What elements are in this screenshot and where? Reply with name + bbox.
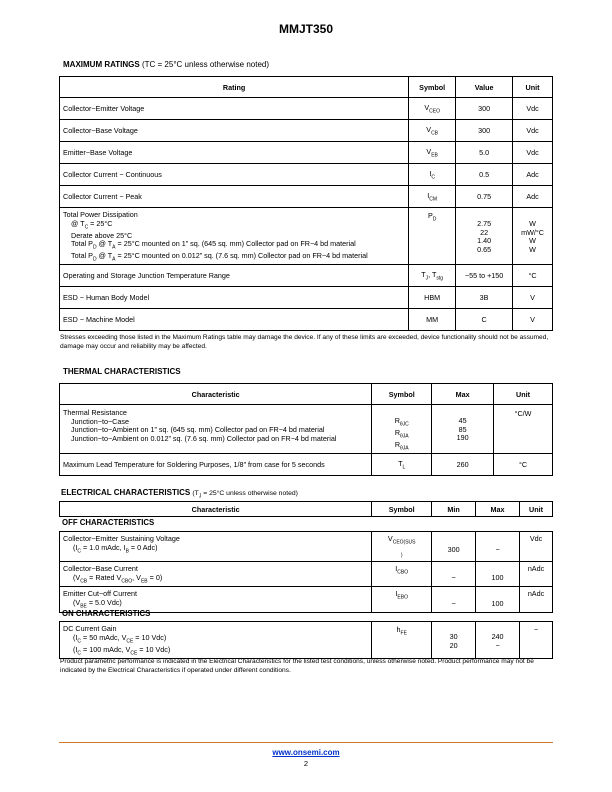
unit-cell: Vdc — [513, 120, 553, 142]
thermal-value: 85 — [458, 424, 467, 434]
header-symbol: Symbol — [372, 384, 432, 405]
symbol-cell: $I_C$ — [409, 164, 456, 186]
min-cell: 300 — [432, 532, 476, 562]
symbol-cell: $V_{CEO}$ — [409, 98, 456, 120]
param-condition: ($V_{CB}$ = Rated $V_{CBO}$, $V_{EB} = 0$) — [73, 572, 163, 585]
header-min: Min — [432, 502, 476, 517]
max-cell: 100 — [476, 561, 520, 586]
unit-cell: Vdc — [513, 98, 553, 120]
param-name: Emitter Cut−off Current — [63, 589, 137, 599]
value-cell: 300 — [456, 98, 513, 120]
table-row — [60, 405, 553, 454]
symbol-cell: $I_{CM}$ — [409, 186, 456, 208]
header-unit: Unit — [520, 502, 553, 517]
table-row — [60, 142, 553, 164]
table-row — [60, 120, 553, 142]
power-title: Total Power Dissipation — [63, 210, 138, 219]
table-row — [60, 265, 553, 287]
symbol-cell: $T_J$, $T_{stg}$ — [409, 265, 456, 287]
power-value: 2.75 — [477, 219, 492, 228]
symbol-cell — [372, 405, 432, 454]
symbol-cell: $V_{CB}$ — [409, 120, 456, 142]
power-line: Derate above 25°C — [71, 230, 133, 240]
header-symbol: Symbol — [409, 77, 456, 98]
off-characteristics-table — [59, 531, 553, 613]
value-cell: −55 to +150 — [456, 265, 513, 287]
max-cell: 260 — [432, 454, 494, 476]
rating-cell: Collector−Emitter Voltage — [60, 98, 409, 120]
characteristic-cell: Maximum Lead Temperature for Soldering Purposes, 1/8″ from case for 5 seconds — [60, 454, 372, 476]
param-name: Collector−Emitter Sustaining Voltage — [63, 534, 180, 543]
power-unit: W — [529, 244, 536, 254]
page-title: MMJT350 — [278, 22, 334, 36]
param-condition: ($I_C = 50$ mAdc, $V_{CE} = 10$ Vdc) — [73, 632, 167, 645]
page-number: 2 — [303, 759, 309, 768]
unit-cell: °C/W — [494, 405, 553, 454]
characteristic-cell — [60, 532, 372, 562]
value-cell: 3B — [456, 287, 513, 309]
table-row — [60, 622, 553, 659]
thermal-line: Junction−to−Ambient on 1” sq. (645 sq. mm) Collector pad on FR−4 bd material — [71, 425, 325, 435]
unit-cell: V — [513, 309, 553, 331]
table-row — [60, 454, 553, 476]
power-unit: mW/°C — [521, 227, 544, 237]
thermal-line: Junction−to−Case — [71, 416, 129, 426]
value-cell: 5.0 — [456, 142, 513, 164]
table-row — [60, 98, 553, 120]
table-row — [60, 561, 553, 586]
power-line: Total $P_D$ @ $T_A = 25^\circ C$ mounted on 0.012” sq. (7.6 sq. mm) Collector pad on FR−4 bd material — [71, 251, 368, 263]
max-cell: − — [476, 532, 520, 562]
thermal-heading — [63, 367, 181, 376]
unit-cell: − — [520, 622, 553, 659]
unit-cell: °C — [494, 454, 553, 476]
param-condition: ($I_C = 100$ mAdc, $V_{CE} = 10$ Vdc) — [73, 644, 171, 657]
power-unit: W — [529, 236, 536, 246]
header-rating: Rating — [60, 77, 409, 98]
param-name: Collector−Base Current — [63, 563, 138, 573]
header-characteristic: Characteristic — [60, 502, 372, 517]
max-ratings-title: MAXIMUM RATINGS — [63, 60, 140, 69]
min-value: 30 — [449, 632, 458, 641]
rating-cell: Emitter−Base Voltage — [60, 142, 409, 164]
thermal-table — [59, 383, 553, 476]
header-unit: Unit — [494, 384, 553, 405]
table-row — [60, 287, 553, 309]
table-row — [60, 208, 553, 265]
thermal-symbol: $R_{\theta JA}$ — [394, 440, 409, 452]
characteristic-cell — [60, 405, 372, 454]
rating-cell: Operating and Storage Junction Temperature Range — [60, 265, 409, 287]
thermal-symbol: $R_{\theta JA}$ — [394, 428, 409, 440]
electrical-header-table — [59, 501, 553, 517]
param-condition: ($I_C = 1.0$ mAdc, $I_B = 0$ Adc) — [73, 543, 158, 555]
characteristic-cell — [60, 622, 372, 659]
unit-cell: nAdc — [520, 587, 553, 612]
value-cell — [456, 208, 513, 265]
max-ratings-condition: (TC = 25°C unless otherwise noted) — [141, 60, 270, 69]
power-value: 22 — [480, 227, 489, 237]
unit-cell: V — [513, 287, 553, 309]
electrical-condition: ($T_J = 25^\circ C$ unless otherwise noted) — [192, 490, 298, 500]
symbol-cell: $V_{EB}$ — [409, 142, 456, 164]
on-characteristics-table — [59, 621, 553, 659]
symbol-cell: $I_{EBO}$ — [372, 587, 432, 612]
table-row — [60, 309, 553, 331]
min-cell — [432, 622, 476, 659]
value-cell: 0.75 — [456, 186, 513, 208]
footer-divider — [59, 742, 553, 743]
electrical-note: Product parametric performance is indicated in the Electrical Characteristics for the listed test conditions, unless otherwise noted. Product performance may not be indicated by the Electrical Characteristics if operated under different conditions. — [60, 658, 534, 674]
header-unit: Unit — [513, 77, 553, 98]
symbol-cell: $I_{CBO}$ — [372, 561, 432, 586]
rating-cell: Collector−Base Voltage — [60, 120, 409, 142]
max-ratings-table — [59, 76, 553, 331]
header-value: Value — [456, 77, 513, 98]
header-characteristic: Characteristic — [60, 384, 372, 405]
symbol-cell: $h_{FE}$ — [372, 622, 432, 659]
value-cell: 300 — [456, 120, 513, 142]
thermal-symbol: $R_{\theta JC}$ — [394, 416, 409, 428]
table-row — [60, 186, 553, 208]
unit-cell: Adc — [513, 164, 553, 186]
rating-cell: Collector Current − Continuous — [60, 164, 409, 186]
thermal-title: THERMAL CHARACTERISTICS — [63, 367, 181, 376]
thermal-line: Junction−to−Ambient on 0.012” sq. (7.6 sq. mm) Collector pad on FR−4 bd material — [71, 433, 337, 443]
min-value: 20 — [449, 640, 458, 650]
characteristic-cell — [60, 561, 372, 586]
value-cell: 0.5 — [456, 164, 513, 186]
symbol-cell: MM — [409, 309, 456, 331]
min-cell: − — [432, 561, 476, 586]
thermal-resistance-title: Thermal Resistance — [63, 408, 127, 417]
power-line: Total $P_D$ @ $T_A = 25^\circ C$ mounted on 1” sq. (645 sq. mm) Collector pad on FR−4 bd material — [71, 239, 356, 251]
rating-cell — [60, 208, 409, 265]
power-value: 1.40 — [477, 236, 492, 246]
param-condition: ($V_{BE} = 5.0$ Vdc) — [73, 598, 122, 610]
unit-cell: Vdc — [513, 142, 553, 164]
power-line: @ $T_C = 25^\circ C$ — [71, 218, 113, 231]
header-max: Max — [432, 384, 494, 405]
rating-cell: ESD − Machine Model — [60, 309, 409, 331]
param-name: DC Current Gain — [63, 624, 117, 633]
max-cell — [476, 622, 520, 659]
max-ratings-heading — [63, 60, 269, 69]
max-value: 240 — [491, 632, 504, 641]
power-unit: W — [529, 219, 536, 228]
unit-cell: Vdc — [520, 532, 553, 562]
max-ratings-note: Stresses exceeding those listed in the Maximum Ratings table may damage the device. If any of these limits are exceeded, device functionality should not be assumed, damage may occur and reliability may be affected. — [60, 334, 549, 350]
symbol-cell: $T_L$ — [372, 454, 432, 476]
max-cell — [432, 405, 494, 454]
rating-cell: ESD − Human Body Model — [60, 287, 409, 309]
max-cell: 100 — [476, 587, 520, 612]
off-characteristics-heading: OFF CHARACTERISTICS — [62, 518, 155, 527]
electrical-title: ELECTRICAL CHARACTERISTICS — [61, 488, 191, 497]
footer-link[interactable]: www.onsemi.com — [272, 748, 340, 757]
header-max: Max — [476, 502, 520, 517]
unit-cell: Adc — [513, 186, 553, 208]
value-cell: C — [456, 309, 513, 331]
table-row — [60, 164, 553, 186]
thermal-value: 45 — [458, 416, 467, 425]
table-row — [60, 532, 553, 562]
power-value: 0.65 — [477, 244, 492, 254]
on-characteristics-heading: ON CHARACTERISTICS — [62, 609, 151, 618]
unit-cell: nAdc — [520, 561, 553, 586]
symbol-cell: $V_{CEO(SUS}$ $_)$ — [372, 532, 432, 562]
symbol-cell: $P_D$ — [409, 208, 456, 265]
min-cell: − — [432, 587, 476, 612]
unit-cell — [513, 208, 553, 265]
header-symbol: Symbol — [372, 502, 432, 517]
rating-cell: Collector Current − Peak — [60, 186, 409, 208]
unit-cell: °C — [513, 265, 553, 287]
thermal-value: 190 — [456, 433, 469, 443]
max-value: − — [495, 640, 500, 650]
symbol-cell: HBM — [409, 287, 456, 309]
electrical-heading — [61, 488, 298, 499]
